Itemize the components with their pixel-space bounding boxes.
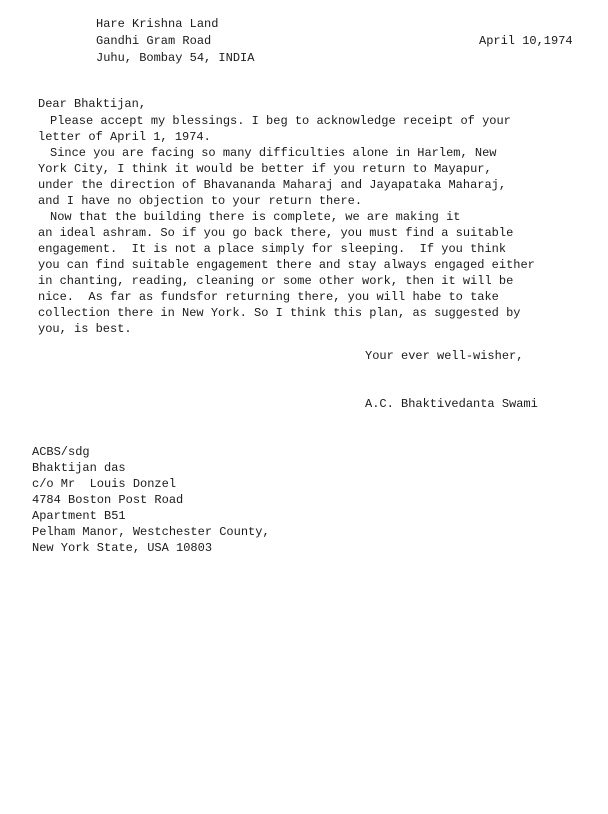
body-line: Since you are facing so many difficulties alone in Harlem, New [50, 146, 497, 160]
body-line: Please accept my blessings. I beg to acknowledge receipt of your [50, 114, 511, 128]
header-address-line-2: Gandhi Gram Road [96, 34, 212, 48]
recipient-address-line: c/o Mr Louis Donzel [32, 477, 177, 491]
salutation: Dear Bhaktijan, [38, 97, 147, 111]
body-line: nice. As far as fundsfor returning there, you will habe to take [38, 290, 499, 304]
closing: Your ever well-wisher, [365, 349, 524, 363]
letter-date: April 10,1974 [479, 34, 573, 48]
body-line: and I have no objection to your return there. [38, 194, 363, 208]
signature-name: A.C. Bhaktivedanta Swami [365, 397, 538, 411]
body-line: an ideal ashram. So if you go back there, you must find a suitable [38, 226, 514, 240]
recipient-address-line: Apartment B51 [32, 509, 126, 523]
body-line: Now that the building there is complete, we are making it [50, 210, 461, 224]
body-line: in chanting, reading, cleaning or some other work, then it will be [38, 274, 514, 288]
reference-initials: ACBS/sdg [32, 445, 90, 459]
recipient-address-line: Pelham Manor, Westchester County, [32, 525, 270, 539]
body-line: collection there in New York. So I think this plan, as suggested by [38, 306, 521, 320]
body-line: engagement. It is not a place simply for sleeping. If you think [38, 242, 507, 256]
body-line: York City, I think it would be better if you return to Mayapur, [38, 162, 492, 176]
body-line: you can find suitable engagement there and stay always engaged either [38, 258, 535, 272]
header-address-line-1: Hare Krishna Land [96, 17, 219, 31]
body-line: under the direction of Bhavananda Maharaj and Jayapataka Maharaj, [38, 178, 507, 192]
header-address-line-3: Juhu, Bombay 54, INDIA [96, 51, 255, 65]
body-line: you, is best. [38, 322, 132, 336]
recipient-address-line: Bhaktijan das [32, 461, 126, 475]
recipient-address-line: 4784 Boston Post Road [32, 493, 184, 507]
body-line: letter of April 1, 1974. [38, 130, 211, 144]
recipient-address-line: New York State, USA 10803 [32, 541, 213, 555]
